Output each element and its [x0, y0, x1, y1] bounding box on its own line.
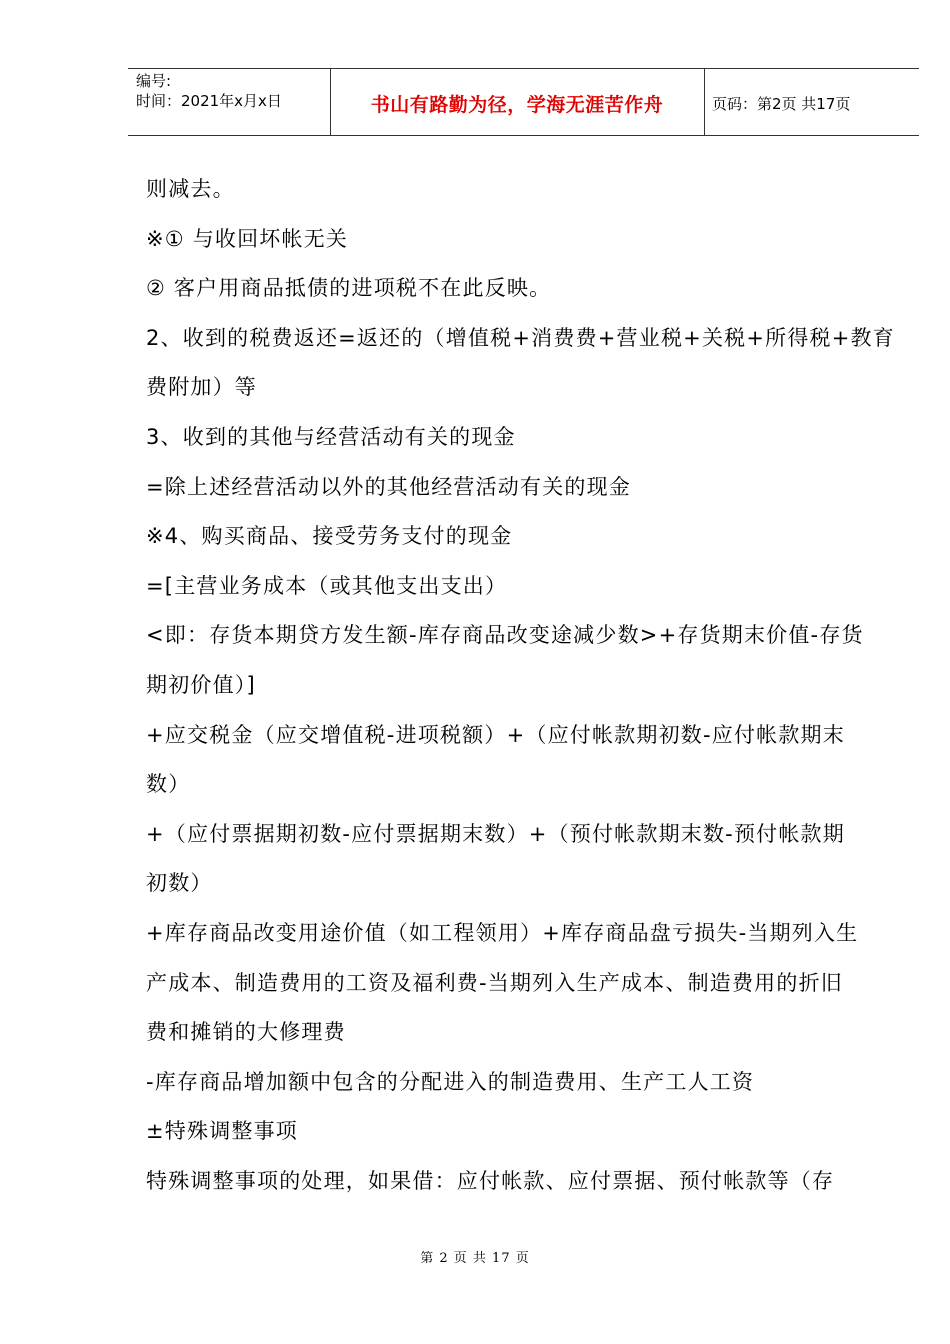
- text-line: ±特殊调整事项: [146, 1119, 298, 1144]
- text-line: 期初价值）]: [146, 672, 256, 697]
- text-line: 特殊调整事项的处理，如果借：应付帐款、应付票据、预付帐款等（存: [146, 1168, 835, 1193]
- text-line: ② 客户用商品抵债的进项税不在此反映。: [146, 276, 552, 301]
- text-line: ※4、购买商品、接受劳务支付的现金: [146, 524, 513, 549]
- text-line: -库存商品增加额中包含的分配进入的制造费用、生产工人工资: [146, 1069, 755, 1094]
- text-line: 费附加）等: [146, 375, 257, 400]
- header-meta: [136, 71, 282, 111]
- text-line: 2、收到的税费返还=返还的（增值税+消费费+营业税+关税+所得税+教育: [146, 325, 895, 350]
- text-line: =[主营业务成本（或其他支出支出）: [146, 573, 508, 598]
- number-label: 编号:: [136, 72, 172, 90]
- text-line: 数）: [146, 772, 191, 797]
- page-header: [128, 68, 919, 136]
- text-line: 产成本、制造费用的工资及福利费-当期列入生产成本、制造费用的折旧: [146, 970, 843, 995]
- text-line: +应交税金（应交增值税-进项税额）+（应付帐款期初数-应付帐款期末: [146, 722, 845, 747]
- text-line: =除上述经营活动以外的其他经营活动有关的现金: [146, 474, 631, 499]
- header-page-info: 页码：第2页 共17页: [712, 95, 851, 113]
- header-divider-2: [704, 69, 705, 135]
- text-line: +（应付票据期初数-应付票据期末数）+（预付帐款期末数-预付帐款期: [146, 821, 845, 846]
- text-line: +库存商品改变用途价值（如工程领用）+库存商品盘亏损失-当期列入生: [146, 920, 859, 945]
- time-label: 时间：2021年x月x日: [136, 92, 282, 110]
- text-line: 则减去。: [146, 177, 235, 201]
- text-line: <即：存货本期贷方发生额-库存商品改变途减少数>+存货期末价值-存货: [146, 623, 864, 648]
- text-line: 费和摊销的大修理费: [146, 1020, 346, 1045]
- document-body: [146, 165, 906, 1206]
- page-footer: 第 2 页 共 17 页: [420, 1251, 530, 1266]
- text-line: ※① 与收回坏帐无关: [146, 226, 349, 251]
- text-line: 3、收到的其他与经营活动有关的现金: [146, 424, 516, 449]
- header-motto: 书山有路勤为径，学海无涯苦作舟: [370, 94, 664, 116]
- text-line: 初数）: [146, 871, 213, 896]
